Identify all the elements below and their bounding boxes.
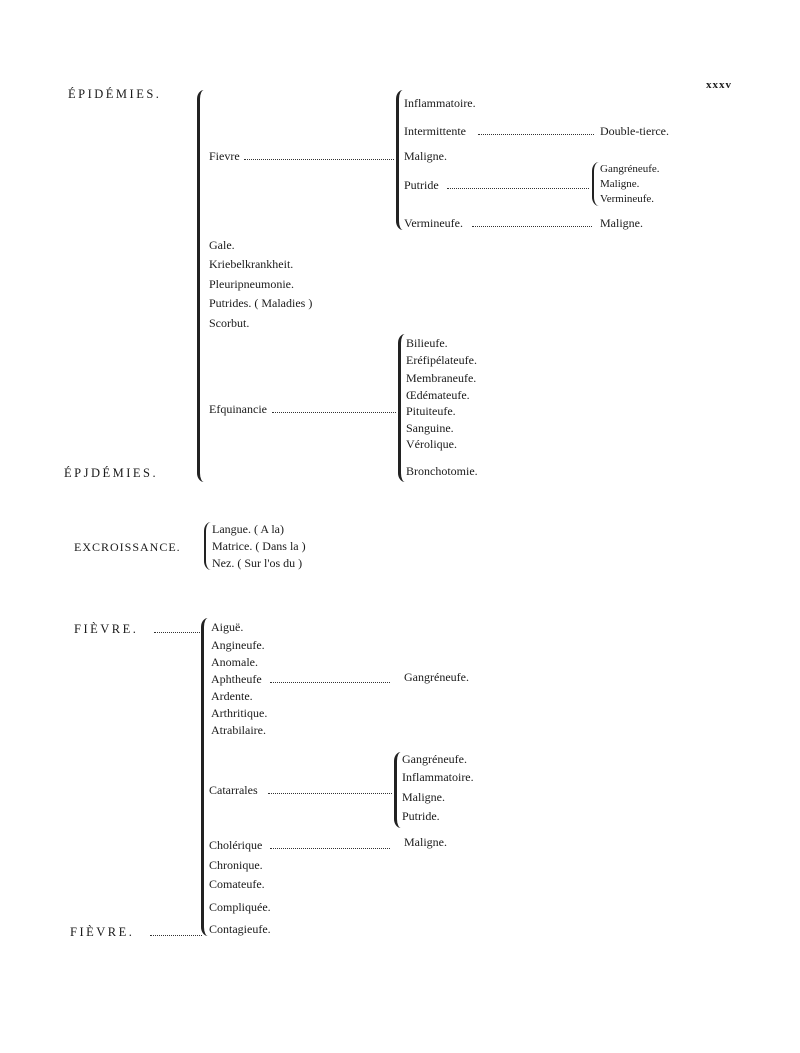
fievre-type: Aiguë. [211, 620, 244, 634]
fievre-item: Intermittente [404, 124, 466, 138]
intermittente-sub: Double-tierce. [600, 124, 669, 138]
leader-dots [472, 226, 592, 227]
leader-dots [447, 188, 589, 189]
excroissance-heading: EXCROISSANCE. [74, 540, 181, 554]
fievre-label: Fievre [209, 149, 240, 163]
catarrales-sub: Inflammatoire. [402, 770, 474, 784]
excroissance-item: Nez. ( Sur l'os du ) [212, 556, 303, 570]
fievre-type: Chronique. [209, 858, 263, 872]
fievre-type: Comateufe. [209, 877, 265, 891]
esquinancie-item: Membraneufe. [406, 371, 477, 385]
epidemies-heading-top: ÉPIDÉMIES. [68, 87, 162, 101]
epidemie-item: Gale. [209, 238, 235, 252]
fievre-type: Arthritique. [211, 706, 268, 720]
leader-dots [150, 935, 202, 936]
fievre-type: Aphtheufe [211, 672, 262, 686]
esquinancie-label: Efquinancie [209, 402, 267, 416]
esquinancie-item: Bilieufe. [406, 336, 448, 350]
esquinancie-item: Pituiteufe. [406, 404, 456, 418]
page-number: xxxv [706, 79, 732, 91]
catarrales-label: Catarrales [209, 783, 258, 797]
leader-dots [154, 632, 202, 633]
leader-dots [478, 134, 594, 135]
fievre-heading-bottom: FIÈVRE. [70, 925, 135, 939]
leader-dots [268, 793, 392, 794]
fievre-type: Angineufe. [211, 638, 265, 652]
fievre-type: Ardente. [211, 689, 253, 703]
excroissance-item: Matrice. ( Dans la ) [212, 539, 306, 553]
esquinancie-item: Eréfipélateufe. [406, 353, 477, 367]
fievre-type: Compliquée. [209, 900, 271, 914]
epidemie-item: Putrides. ( Maladies ) [209, 296, 313, 310]
putride-sub: Maligne. [600, 178, 640, 190]
fievre-type: Anomale. [211, 655, 258, 669]
catarrales-sub: Maligne. [402, 790, 445, 804]
fievre-item: Vermineufe. [404, 216, 463, 230]
putride-sub: Vermineufe. [600, 193, 655, 205]
vermineufe-sub: Maligne. [600, 216, 643, 230]
fievre-item: Maligne. [404, 149, 447, 163]
leader-dots [270, 848, 390, 849]
leader-dots [270, 682, 390, 683]
epidemies-heading-bottom: ÉPJDÉMIES. [64, 466, 159, 480]
aphtheufe-sub: Gangréneufe. [404, 670, 469, 684]
epidemies-main-brace [197, 90, 207, 482]
cholerique-sub: Maligne. [404, 835, 447, 849]
bronchotomie: Bronchotomie. [406, 464, 478, 478]
catarrales-sub: Putride. [402, 809, 440, 823]
esquinancie-item: Œdémateufe. [406, 388, 470, 402]
fievre-item: Putride [404, 178, 439, 192]
esquinancie-item: Sanguine. [406, 421, 454, 435]
cholerique-label: Cholérique [209, 838, 263, 852]
fievre-type: Atrabilaire. [211, 723, 266, 737]
fievre-heading-top: FIÈVRE. [74, 622, 139, 636]
epidemie-item: Scorbut. [209, 316, 250, 330]
fievre-item: Inflammatoire. [404, 96, 476, 110]
leader-dots [272, 412, 396, 413]
epidemie-item: Pleuripneumonie. [209, 277, 294, 291]
leader-dots [244, 159, 394, 160]
fievre-type: Contagieufe. [209, 922, 271, 936]
esquinancie-item: Vérolique. [406, 437, 457, 451]
putride-sub: Gangréneufe. [600, 163, 660, 175]
excroissance-item: Langue. ( A la) [212, 522, 284, 536]
epidemie-item: Kriebelkrankheit. [209, 257, 294, 271]
catarrales-sub: Gangréneufe. [402, 752, 467, 766]
